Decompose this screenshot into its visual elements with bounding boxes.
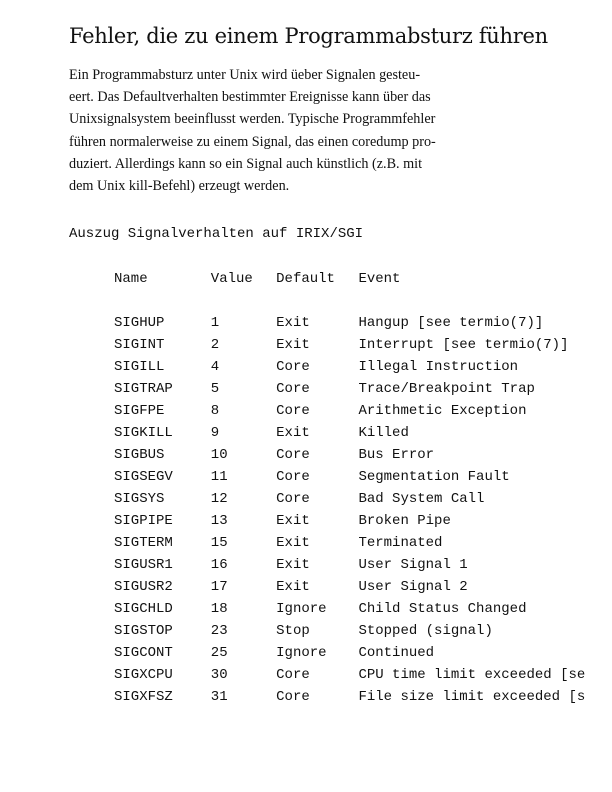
paragraph-line: Unixsignalsystem beeinflusst werden. Typische Programmfehler: [69, 111, 436, 128]
signal-event: Trace/Breakpoint Trap: [358, 381, 535, 397]
signal-value: 25: [210, 645, 228, 661]
signal-event: Bad System Call: [358, 491, 485, 507]
signal-event: Terminated: [358, 535, 443, 551]
signal-event: Illegal Instruction: [358, 359, 519, 375]
signal-name: SIGSTOP: [114, 623, 173, 639]
signal-name: SIGINT: [114, 337, 165, 353]
paragraph-line: duziert. Allerdings kann so ein Signal auch künstlich (z.B. mit: [69, 155, 423, 172]
paragraph-line: dem Unix kill-Befehl) erzeugt werden.: [69, 178, 290, 195]
signal-event: Bus Error: [358, 447, 435, 463]
signal-event: CPU time limit exceeded [se: [358, 667, 586, 683]
signal-default: Exit: [276, 535, 310, 551]
table-row: [114, 378, 612, 400]
table-row: [114, 488, 612, 510]
signal-name: SIGSYS: [114, 491, 165, 507]
table-row: [114, 356, 612, 378]
table-row: [114, 334, 612, 356]
signal-name: SIGXCPU: [114, 667, 173, 683]
table-row: [114, 598, 612, 620]
signal-value: 31: [210, 689, 228, 705]
signal-value: 9: [210, 425, 220, 441]
signal-default: Exit: [276, 557, 310, 573]
signal-name: SIGXFSZ: [114, 689, 173, 705]
header-event: Event: [358, 271, 401, 287]
table-row: [114, 642, 612, 664]
signal-name: SIGTRAP: [114, 381, 173, 397]
table-row: [114, 444, 612, 466]
intro-paragraph: [69, 64, 515, 197]
table-row: [114, 554, 612, 576]
signal-default: Core: [276, 469, 310, 485]
signal-value: 8: [210, 403, 220, 419]
table-row: [114, 312, 612, 334]
signal-event: Arithmetic Exception: [358, 403, 527, 419]
signal-value: 10: [210, 447, 228, 463]
signal-name: SIGSEGV: [114, 469, 173, 485]
signal-name: SIGCHLD: [114, 601, 173, 617]
signal-default: Core: [276, 381, 310, 397]
table-row: [114, 466, 612, 488]
header-default: Default: [276, 271, 335, 287]
signal-value: 15: [210, 535, 228, 551]
signal-value: 13: [210, 513, 228, 529]
signal-default: Exit: [276, 425, 310, 441]
paragraph-line: führen normalerweise zu einem Signal, das einen coredump pro-: [69, 133, 436, 150]
excerpt-title: Auszug Signalverhalten auf IRIX/SGI: [69, 226, 364, 242]
signal-value: 23: [210, 623, 228, 639]
signal-name: SIGCONT: [114, 645, 173, 661]
signal-event: File size limit exceeded [s: [358, 689, 586, 705]
signal-name: SIGTERM: [114, 535, 173, 551]
signal-default: Core: [276, 667, 310, 683]
signal-name: SIGPIPE: [114, 513, 173, 529]
signal-default: Ignore: [276, 645, 327, 661]
signal-event: User Signal 2: [358, 579, 468, 595]
signal-default: Core: [276, 403, 310, 419]
signal-value: 18: [210, 601, 228, 617]
signal-default: Core: [276, 359, 310, 375]
signal-default: Exit: [276, 315, 310, 331]
signal-value: 1: [210, 315, 220, 331]
signal-event: Hangup [see termio(7)]: [358, 315, 544, 331]
signal-default: Stop: [276, 623, 310, 639]
signal-event: User Signal 1: [358, 557, 468, 573]
signal-value: 4: [210, 359, 220, 375]
signal-event: Killed: [358, 425, 409, 441]
signal-default: Core: [276, 689, 310, 705]
header-name: Name: [114, 271, 148, 287]
signal-name: SIGUSR2: [114, 579, 173, 595]
signal-event: Child Status Changed: [358, 601, 527, 617]
signal-value: 16: [210, 557, 228, 573]
signal-value: 12: [210, 491, 228, 507]
signal-value: 11: [210, 469, 228, 485]
signal-event: Interrupt [see termio(7)]: [358, 337, 569, 353]
signal-name: SIGHUP: [114, 315, 165, 331]
signal-value: 5: [210, 381, 220, 397]
header-value: Value: [210, 271, 253, 287]
table-row: [114, 664, 612, 686]
signal-event: Stopped (signal): [358, 623, 493, 639]
signal-value: 17: [210, 579, 228, 595]
paragraph-line: Ein Programmabsturz unter Unix wird üeber Signalen gesteu-: [69, 67, 421, 83]
signal-name: SIGKILL: [114, 425, 173, 441]
signal-name: SIGILL: [114, 359, 165, 375]
table-row: [114, 422, 612, 444]
table-row: [114, 510, 612, 532]
signal-default: Exit: [276, 337, 310, 353]
table-row: [114, 532, 612, 554]
signal-table: [114, 268, 612, 708]
header-spacer: [114, 290, 612, 312]
signal-default: Ignore: [276, 601, 327, 617]
signal-default: Core: [276, 447, 310, 463]
table-row: [114, 576, 612, 598]
signal-default: Exit: [276, 579, 310, 595]
signal-value: 30: [210, 667, 228, 683]
signal-table-body: [114, 312, 612, 708]
signal-table-wrapper: [114, 268, 612, 708]
signal-event: Broken Pipe: [358, 513, 451, 529]
page-title: Fehler, die zu einem Programmabsturz führen: [69, 24, 548, 48]
signal-event: Continued: [358, 645, 435, 661]
table-row: [114, 400, 612, 422]
paragraph-line: eert. Das Defaultverhalten bestimmter Ereignisse kann über das: [69, 89, 431, 106]
signal-name: SIGBUS: [114, 447, 165, 463]
signal-name: SIGFPE: [114, 403, 165, 419]
signal-value: 2: [210, 337, 220, 353]
signal-default: Core: [276, 491, 310, 507]
signal-name: SIGUSR1: [114, 557, 173, 573]
table-row: [114, 620, 612, 642]
table-row: [114, 686, 612, 708]
signal-event: Segmentation Fault: [358, 469, 510, 485]
table-header-row: [114, 268, 612, 290]
signal-default: Exit: [276, 513, 310, 529]
